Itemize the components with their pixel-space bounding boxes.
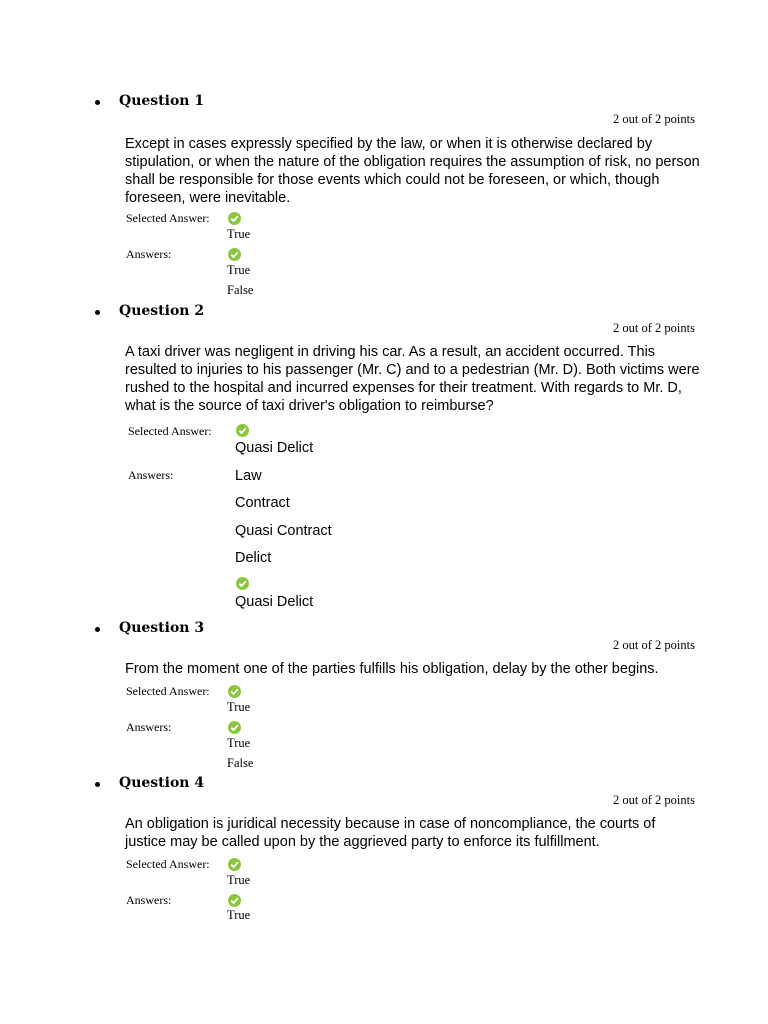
answer-option: False (227, 756, 254, 770)
answers-label: Answers: (128, 468, 174, 482)
check-circle-icon (236, 424, 249, 437)
points-earned: 2 out of 2 points (613, 793, 695, 807)
answers-label: Answers: (126, 247, 172, 261)
check-circle-icon (228, 685, 241, 698)
selected-answer-label: Selected Answer: (128, 424, 212, 438)
check-circle-icon (228, 721, 241, 734)
answer-option: True (227, 908, 251, 922)
check-circle-icon (236, 577, 249, 590)
question-title: Question 1 (119, 93, 205, 109)
answer-option: Delict (235, 550, 272, 566)
answer-option: Quasi Delict (235, 594, 314, 610)
bullet (95, 627, 100, 632)
points-earned: 2 out of 2 points (613, 112, 695, 126)
selected-answer-label: Selected Answer: (126, 211, 210, 225)
check-circle-icon (228, 248, 241, 261)
selected-answer-value: True (227, 700, 251, 714)
selected-answer-value: True (227, 227, 251, 241)
points-earned: 2 out of 2 points (613, 638, 695, 652)
answer-option: Law (235, 468, 262, 484)
selected-answer-value: Quasi Delict (235, 440, 314, 456)
selected-answer-value: True (227, 873, 251, 887)
check-circle-icon (228, 894, 241, 907)
bullet (95, 782, 100, 787)
question-text: An obligation is juridical necessity because in case of noncompliance, the courts of justice may be called upon by the aggrieved party to enforce its fulfillment. (125, 816, 656, 850)
answer-option: False (227, 283, 254, 297)
bullet (95, 310, 100, 315)
answer-option: True (227, 263, 251, 277)
question-text: From the moment one of the parties fulfills his obligation, delay by the other begins. (125, 661, 659, 677)
answers-label: Answers: (126, 720, 172, 734)
selected-answer-label: Selected Answer: (126, 684, 210, 698)
question-text: Except in cases expressly specified by the law, or when it is otherwise declared by stipulation, or when the nature of the obligation requires the assumption of risk, no person shall be responsible for those events which could not be foreseen, or which, though foreseen, were inevitable. (125, 136, 700, 206)
answer-option: Quasi Contract (235, 523, 332, 539)
question-title: Question 4 (119, 775, 205, 791)
selected-answer-label: Selected Answer: (126, 857, 210, 871)
check-circle-icon (228, 858, 241, 871)
answer-option: True (227, 736, 251, 750)
answer-option: Contract (235, 495, 290, 511)
check-circle-icon (228, 212, 241, 225)
bullet (95, 100, 100, 105)
question-text: A taxi driver was negligent in driving his car. As a result, an accident occurred. This resulted to injuries to his passenger (Mr. C) and to a pedestrian (Mr. D). Both victims were rushed to the hospital and incurred expenses for their treatment. With regards to Mr. D, what is the source of taxi driver's obligation to reimburse? (125, 344, 700, 414)
answers-label: Answers: (126, 893, 172, 907)
question-title: Question 3 (119, 620, 205, 636)
points-earned: 2 out of 2 points (613, 321, 695, 335)
question-title: Question 2 (119, 303, 205, 319)
